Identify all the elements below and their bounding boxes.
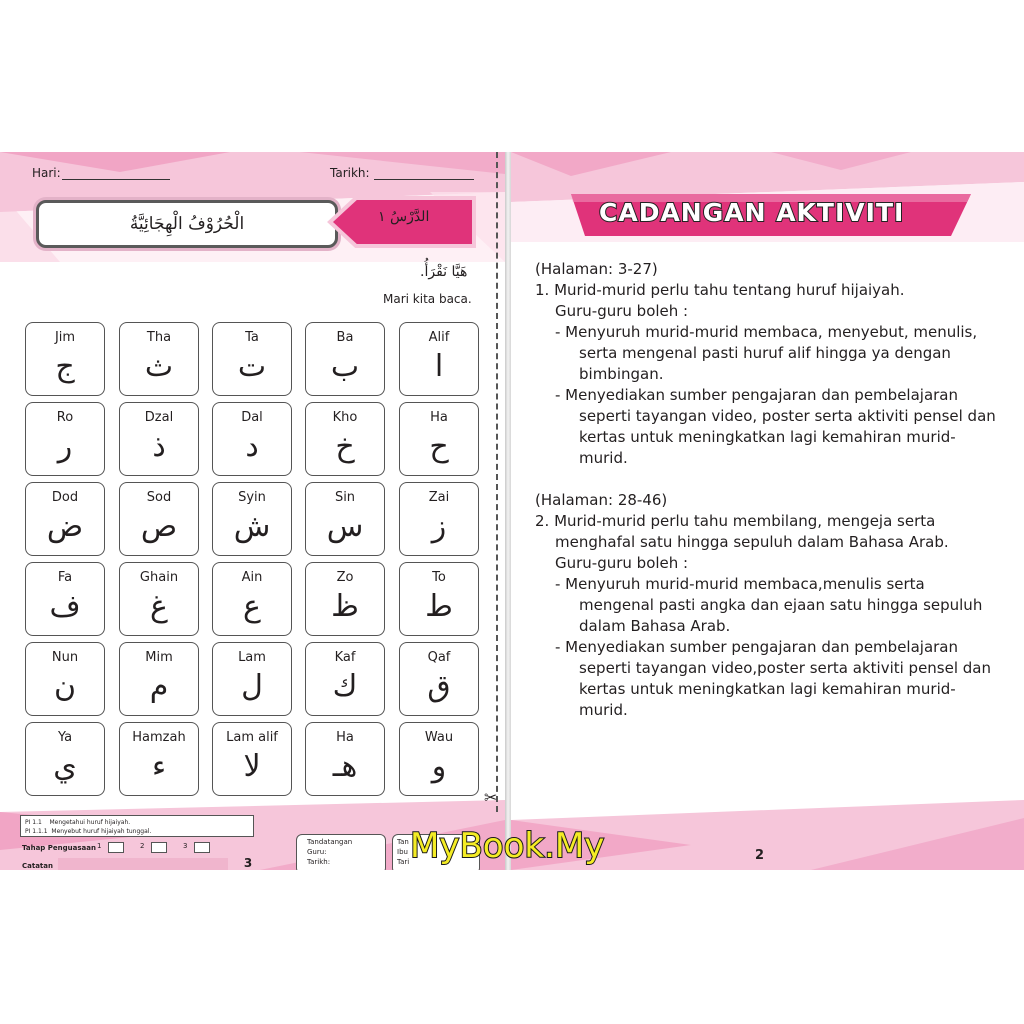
letter-card [399,722,479,796]
letter-name: Ba [336,330,354,345]
hari-line [62,179,170,180]
letter-glyph: ج [55,349,75,384]
hari-label: Hari: [32,166,61,180]
letter-card [399,482,479,556]
letter-name: Ro [56,410,74,425]
halaman-range: (Halaman: 3-27) [535,260,658,278]
letter-name: Sin [334,490,356,505]
pi-text: Mengetahui huruf hijaiyah. [49,819,131,826]
letter-card [399,322,479,396]
tahap-option-label: 1 [97,842,102,850]
section-title: CADANGAN AKTIVITI [599,198,905,227]
letter-name: Ya [57,730,73,745]
catatan-label: Catatan [22,862,53,870]
letter-card [25,562,105,636]
sub-heading: Guru-guru boleh : [555,554,689,572]
letter-glyph: ل [241,669,263,704]
letter-name: Qaf [427,650,451,665]
letter-name: Zai [428,490,450,505]
letter-name: Nun [51,650,79,665]
letter-card [25,322,105,396]
tahap-penguasaan-label: Tahap Penguasaan [22,844,96,852]
letter-name: Lam alif [226,730,278,745]
letter-card [119,722,199,796]
letter-glyph: و [431,749,447,784]
letter-name: Dzal [144,410,174,425]
letter-name: Wau [424,730,454,745]
letter-glyph: ب [330,349,360,384]
signature-tarikh-label: Tari [397,858,410,866]
letter-name: Dal [241,410,263,425]
letter-glyph: ك [332,669,358,704]
letter-card [212,642,292,716]
letter-glyph: هـ [332,749,358,784]
tahap-option-label: 2 [140,842,145,850]
tarikh-label: Tarikh: [330,166,370,180]
letter-glyph: ض [46,509,84,544]
letter-name: Hamzah [132,730,186,745]
letter-glyph: د [245,429,259,464]
letter-card [399,402,479,476]
letter-glyph: ا [434,349,444,384]
letter-name: Syin [238,490,266,505]
letter-name: Ta [245,330,259,345]
numbered-point: 2. Murid-murid perlu tahu membilang, mengeja serta menghafal satu hingga sepuluh dalam Bahasa Arab. [535,512,949,551]
letter-card [399,642,479,716]
letter-card [25,722,105,796]
letter-card [25,402,105,476]
letter-card [305,482,385,556]
letter-name: Fa [57,570,73,585]
left-page [0,152,505,870]
letter-glyph: ف [49,589,81,624]
letter-glyph: ء [151,749,167,784]
letter-card [25,642,105,716]
bullet-item: - Menyediakan sumber pengajaran dan pembelajaran seperti tayangan video,poster serta aktiviti pensel dan kertas untuk meningkatkan lagi kemahiran murid-murid. [555,638,992,719]
signature-title: Tan [397,838,409,846]
letter-name: Zo [336,570,354,585]
letter-glyph: ق [427,669,451,704]
tahap-checkbox-2[interactable] [151,842,167,853]
letter-name: Tha [146,330,172,345]
numbered-point: 1. Murid-murid perlu tahu tentang huruf hijaiyah. [535,281,905,299]
signature-parent-label: Ibu [397,848,408,856]
signature-guru-label: Guru: [307,848,327,856]
letter-name: Kaf [334,650,356,665]
letter-glyph: ص [140,509,178,544]
pi-code: PI 1.1 [25,819,42,826]
letter-name: Jim [54,330,76,345]
letter-name: Dod [51,490,79,505]
letter-glyph: لا [243,749,261,784]
letter-glyph: ذ [152,429,166,464]
tahap-checkbox-1[interactable] [108,842,124,853]
tarikh-line [374,179,474,180]
letter-name: Alif [428,330,450,345]
letter-card [119,482,199,556]
letter-glyph: غ [150,589,168,624]
letter-card [305,562,385,636]
watermark: MyBook.My [410,826,605,866]
lesson-title-arabic: الْحُرُوْفُ الْهِجَائِيَّةُ [129,214,245,234]
page-number-right: 2 [755,848,765,863]
letter-glyph: م [149,669,169,704]
performance-indicator-box [20,815,254,837]
read-instruction-arabic: هَيَّا نَقْرَأُ. [420,264,468,280]
letter-glyph: ش [233,509,271,544]
scissors-icon: ✂ [484,788,498,807]
letter-card [305,322,385,396]
tahap-checkbox-3[interactable] [194,842,210,853]
letter-glyph: ح [429,429,449,464]
letter-glyph: ظ [331,589,359,624]
letter-card [212,722,292,796]
bullet-item: - Menyuruh murid-murid membaca, menyebut, menulis, serta mengenal pasti huruf alif hingga ya dengan bimbingan. [555,323,978,383]
right-page [511,152,1024,870]
letter-name: Ghain [139,570,179,585]
letter-card [212,482,292,556]
bullet-item: - Menyuruh murid-murid membaca,menulis serta mengenal pasti angka dan ejaan satu hingga sepuluh dalam Bahasa Arab. [555,575,983,635]
letter-name: Ain [241,570,263,585]
letter-glyph: ن [53,669,77,704]
lesson-number-label: الدَّرْسُ ١ [378,209,430,225]
letter-name: Ha [336,730,354,745]
letter-glyph: ر [57,429,73,464]
letter-glyph: ز [431,509,447,544]
letter-card [399,562,479,636]
tahap-option-label: 3 [183,842,188,850]
letter-card [25,482,105,556]
letter-glyph: ت [237,349,267,384]
activity-text [535,259,997,721]
letter-name: To [432,570,446,585]
letter-card [212,402,292,476]
letter-glyph: ع [243,589,261,624]
letter-card [305,402,385,476]
sub-heading: Guru-guru boleh : [555,302,689,320]
signature-title: Tandatangan [307,838,353,846]
letter-card [305,642,385,716]
lesson-title-box [36,200,338,248]
page-number-left: 3 [243,856,253,870]
letter-glyph: خ [335,429,355,464]
signature-tarikh-label: Tarikh: [307,858,331,866]
letter-name: Sod [146,490,172,505]
read-instruction-malay: Mari kita baca. [383,292,472,306]
letter-glyph: س [326,509,364,544]
book-spread [0,152,1024,870]
letter-card [212,562,292,636]
letter-glyph: ط [425,589,453,624]
letter-name: Ha [430,410,448,425]
signature-box-teacher [296,834,386,870]
letter-card [119,562,199,636]
letter-card [119,402,199,476]
pi-text: Menyebut huruf hijaiyah tunggal. [51,828,152,835]
letter-card [119,322,199,396]
letter-name: Lam [238,650,266,665]
letter-card [212,322,292,396]
bullet-item: - Menyediakan sumber pengajaran dan pembelajaran seperti tayangan video, poster serta aktiviti pensel dan kertas untuk meningkatkan lagi kemahiran murid-murid. [555,386,996,467]
letter-name: Kho [332,410,358,425]
paragraph-gap [535,469,997,490]
cut-line [496,152,498,812]
letter-name: Mim [145,650,173,665]
letter-card [119,642,199,716]
catatan-field[interactable] [58,858,228,870]
letter-card [305,722,385,796]
pi-code: PI 1.1.1 [25,828,48,835]
halaman-range: (Halaman: 28-46) [535,491,668,509]
letter-glyph: ي [53,749,77,784]
letter-glyph: ث [144,349,174,384]
